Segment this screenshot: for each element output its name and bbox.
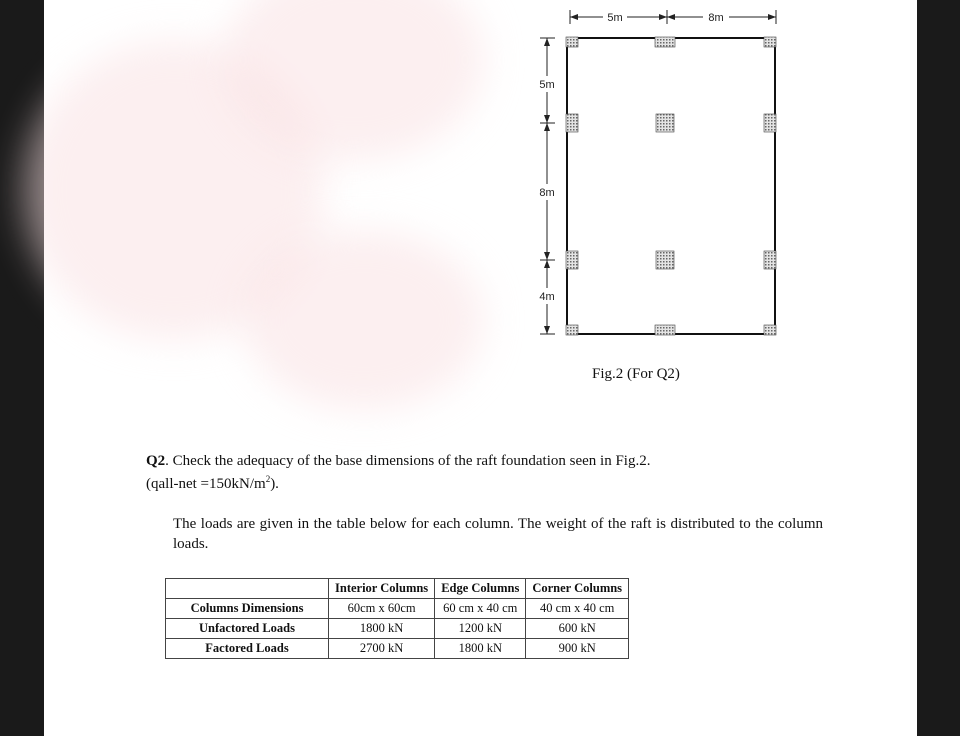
corner-column: [764, 37, 776, 47]
header-corner: Corner Columns: [526, 579, 629, 599]
table-cell: 1800 kN: [329, 619, 435, 639]
table-corner-cell: [166, 579, 329, 599]
header-interior: Interior Columns: [329, 579, 435, 599]
dim-left-1: 5m: [539, 79, 555, 91]
question-body: . Check the adequacy of the base dimensions of the raft foundation seen in Fig.2.: [165, 453, 651, 469]
table-cell: 60 cm x 40 cm: [435, 599, 526, 619]
edge-column: [655, 37, 675, 47]
edge-column: [566, 251, 578, 269]
figure-caption: Fig.2 (For Q2): [592, 366, 680, 382]
dim-top-1: 5m: [607, 12, 623, 24]
question-label: Q2: [146, 453, 166, 469]
interior-column: [656, 114, 674, 132]
table-row: [166, 639, 629, 659]
edge-column: [764, 114, 776, 132]
dim-top-2: 8m: [708, 12, 724, 24]
corner-column: [566, 37, 578, 47]
row-label: Unfactored Loads: [166, 619, 329, 639]
table-row: [166, 619, 629, 639]
raft-outline: [567, 38, 775, 334]
corner-column: [764, 325, 776, 335]
question-text: [146, 452, 796, 493]
edge-column: [566, 114, 578, 132]
table-cell: 600 kN: [526, 619, 629, 639]
dim-left-3: 4m: [539, 291, 555, 303]
table-cell: 1800 kN: [435, 639, 526, 659]
dim-left-2: 8m: [539, 187, 555, 199]
table-cell: 1200 kN: [435, 619, 526, 639]
row-label: Columns Dimensions: [166, 599, 329, 619]
qall-sup: 2: [265, 474, 271, 484]
table-cell: 40 cm x 40 cm: [526, 599, 629, 619]
qall-prefix: (qall-net =150kN/m: [146, 476, 266, 492]
corner-column: [566, 325, 578, 335]
edge-column: [655, 325, 675, 335]
table-header-row: [166, 579, 629, 599]
table-row: [166, 599, 629, 619]
interior-column: [656, 251, 674, 269]
row-label: Factored Loads: [166, 639, 329, 659]
column-loads-table: [165, 578, 629, 659]
table-cell: 60cm x 60cm: [329, 599, 435, 619]
edge-column: [764, 251, 776, 269]
loads-paragraph: The loads are given in the table below for each column. The weight of the raft is distributed to the column loads.: [173, 516, 823, 552]
table-cell: 900 kN: [526, 639, 629, 659]
header-edge: Edge Columns: [435, 579, 526, 599]
table-cell: 2700 kN: [329, 639, 435, 659]
qall-suffix: ).: [270, 476, 279, 492]
